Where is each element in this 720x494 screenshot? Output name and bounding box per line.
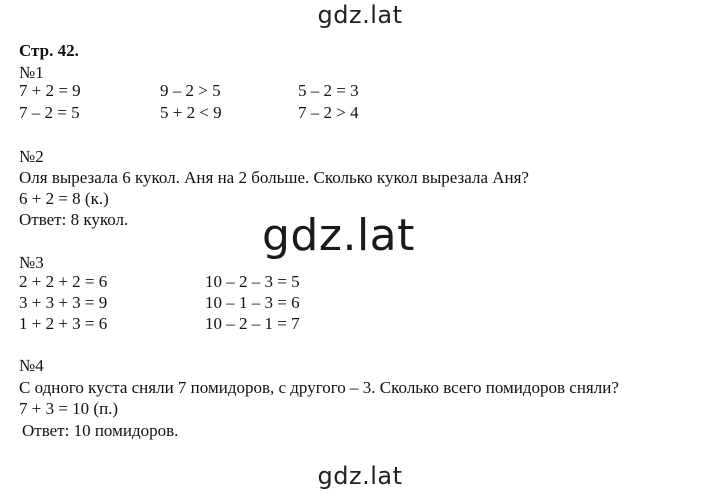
watermark-center: gdz.lat [262, 210, 415, 261]
task1-label: №1 [19, 63, 44, 82]
task3-expression: 2 + 2 + 2 = 6 [19, 272, 108, 291]
task3-expression: 1 + 2 + 3 = 6 [19, 314, 108, 333]
task4-label: №4 [19, 356, 44, 375]
task1-expression: 5 – 2 = 3 [298, 81, 359, 100]
task4-problem: С одного куста сняли 7 помидоров, с другого – 3. Сколько всего помидоров сняли? [19, 378, 619, 397]
task4-answer: Ответ: 10 помидоров. [22, 421, 179, 440]
task1-expression: 7 – 2 = 5 [19, 103, 80, 122]
watermark-top: gdz.lat [317, 1, 403, 29]
task3-label: №3 [19, 253, 44, 272]
task3-expression: 10 – 1 – 3 = 6 [205, 293, 300, 312]
task4-solution: 7 + 3 = 10 (п.) [19, 399, 119, 418]
task1-expression: 7 + 2 = 9 [19, 81, 81, 100]
task1-expression: 7 – 2 > 4 [298, 103, 359, 122]
task1-expression: 5 + 2 < 9 [160, 103, 222, 122]
task3-expression: 10 – 2 – 3 = 5 [205, 272, 300, 291]
watermark-bottom: gdz.lat [317, 462, 403, 490]
task2-problem: Оля вырезала 6 кукол. Аня на 2 больше. Сколько кукол вырезала Аня? [19, 168, 529, 187]
page-reference: Стр. 42. [19, 41, 79, 60]
task3-expression: 3 + 3 + 3 = 9 [19, 293, 108, 312]
task2-answer: Ответ: 8 кукол. [19, 210, 129, 229]
task2-label: №2 [19, 147, 44, 166]
task1-expression: 9 – 2 > 5 [160, 81, 221, 100]
task3-expression: 10 – 2 – 1 = 7 [205, 314, 300, 333]
task2-solution: 6 + 2 = 8 (к.) [19, 189, 109, 208]
